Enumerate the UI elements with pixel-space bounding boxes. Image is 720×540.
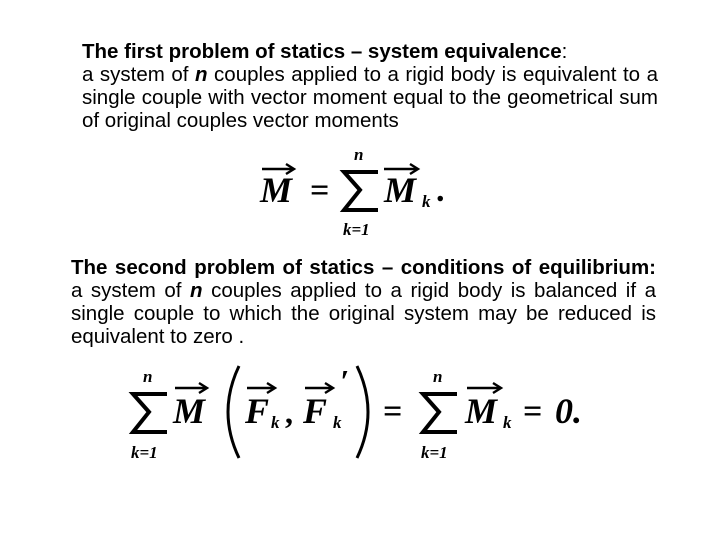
formula2-sum-lower: k=1 [131,443,158,462]
formula1-lhs: M [260,170,293,210]
formula2-prime: ′ [340,363,349,399]
formula1-subscript: k [422,192,431,211]
first-problem-n: n [195,63,208,86]
formula2-sum-upper: n [143,367,153,386]
first-problem-paragraph [82,40,658,132]
formula2-equals: = [383,393,403,430]
formula2-term-sub: k [503,413,512,432]
formula1-equals: = [310,172,330,209]
sigma-icon [423,394,457,432]
sigma-icon [133,394,167,432]
left-paren-icon [228,366,239,458]
formula2-force2: F [303,391,328,431]
formula1-term: M [384,170,417,210]
second-problem-text-a: a system of [71,279,191,302]
first-problem-title: The first problem of statics – system equivalence [82,40,562,63]
sigma-icon [344,172,378,210]
second-problem-n: n [190,279,203,302]
first-problem-colon: : [561,40,568,63]
formula2-force1: F [245,391,270,431]
second-problem-text-b: couples applied to a rigid body is balanced if a single couple to which the original system may be reduced is equivalent to zero . [71,279,656,348]
formula2-result: 0. [555,391,582,431]
formula1-sum-upper: n [354,145,364,164]
formula2-comma: , [285,394,293,430]
formula2-sum2-lower: k=1 [421,443,448,462]
formula2-sub2: k [333,413,342,432]
formula1-sum-lower: k=1 [343,220,370,239]
formula2-sub1: k [271,413,280,432]
formula2-sum2-upper: n [433,367,443,386]
right-paren-icon [357,366,368,458]
first-problem-text-b: couples applied to a rigid body is equivalent to a single couple with vector moment equal to the geometrical sum of original couples vector moments [82,63,658,132]
formula2-equals2: = [523,393,543,430]
second-problem-paragraph [71,256,656,348]
formula2-moment: M [173,391,206,431]
formula1-period: . [436,172,445,209]
equilibrium-formula [125,360,595,470]
second-problem-title: The second problem of statics – conditions of equilibrium: [71,256,656,279]
equivalence-formula [250,145,460,240]
formula2-term: M [465,391,498,431]
first-problem-text-a: a system of [82,63,195,86]
